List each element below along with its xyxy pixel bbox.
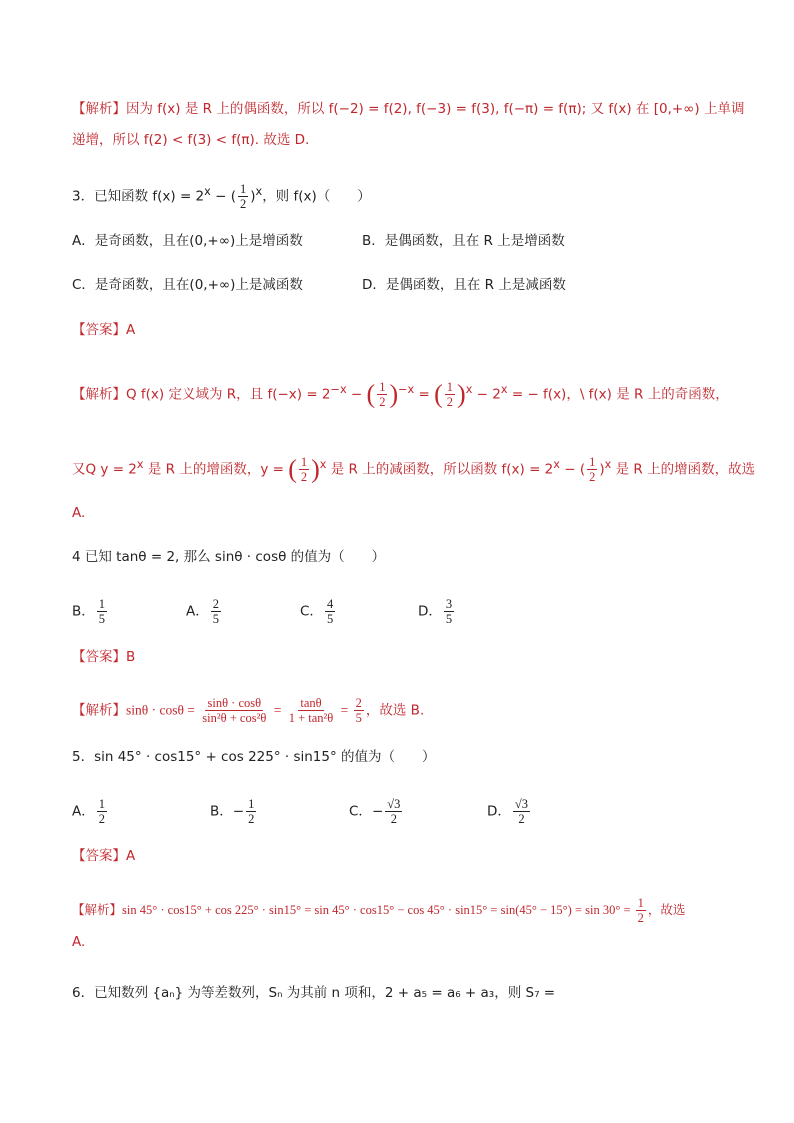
q3-analysis-line2: 又Q $y = 2^x$ 是 R 上的增函数，y = ( $\frac{1}{2}$ )$^x$ 是 R 上的减函数，所以函数 $f(x) = 2^x$ − ( $\frac{1}{2}$ )$^x$ 是 R 上的增函数，故选 bbox=[72, 454, 756, 484]
fraction: $\frac{1}{2}$ bbox=[98, 797, 105, 826]
q5-stem: 5．sin 45° · cos15° + cos 225° · sin15° 的值为（ ） bbox=[72, 749, 436, 765]
fraction: $\frac{1}{2}$ bbox=[300, 455, 308, 484]
fraction: $\frac{1}{2}$ bbox=[248, 797, 255, 826]
q4-choice-1[interactable]: B． $\frac{1}{5}$ bbox=[72, 597, 106, 626]
q3-answer: 【答案】A bbox=[72, 322, 136, 338]
q6-stem: 6．已知数列 {aₙ} 为等差数列，Sₙ 为其前 n 项和，2 + a₅ = a₆ + a₃，则 S₇ = bbox=[72, 985, 556, 1001]
q3-choice-d[interactable]: D．是偶函数，且在 R 上是减函数 bbox=[362, 277, 566, 293]
q3-choice-c[interactable]: C．是奇函数，且在(0,+∞)上是减函数 bbox=[72, 277, 303, 293]
q5-choice-b[interactable]: B．− $\frac{1}{2}$ bbox=[210, 797, 255, 826]
fraction: $\frac{1}{2}$ bbox=[379, 380, 386, 409]
q4-choice-4[interactable]: D． $\frac{3}{5}$ bbox=[418, 597, 453, 626]
fraction: $\frac{2}{5}$ bbox=[212, 597, 219, 626]
fraction: $\frac{\tan\theta}{\text{1 + tan²θ}}$ bbox=[288, 696, 334, 725]
fraction: $\frac{\sin\theta \cdot \cos\theta}{\text{sin²θ + cos²θ}}$ bbox=[202, 696, 267, 725]
q3-analysis-line1: 【解析】Q f(x) 定义域为 R，且 $f(-x) = 2^{-x}$ − ( $\frac{1}{2}$ )$^{-x}$ = ( $\frac{1}{2}$ )$^x - 2^x$ = − f(x)，\ f(x) 是 R 上的奇函数， bbox=[72, 379, 729, 409]
q2-analysis-line1 bbox=[72, 99, 744, 119]
q4-choice-3[interactable]: C． $\frac{4}{5}$ bbox=[300, 597, 334, 626]
fraction: $\frac{1}{2}$ bbox=[239, 182, 247, 211]
q5-answer: 【答案】A bbox=[72, 848, 136, 864]
q4-answer: 【答案】B bbox=[72, 649, 136, 665]
q4-stem: 4 已知 tanθ = 2, 那么 sinθ · cosθ 的值为（ ） bbox=[72, 549, 386, 565]
q5-analysis-line2: A. bbox=[72, 934, 86, 950]
q3-choice-a[interactable]: A．是奇函数，且在(0,+∞)上是增函数 bbox=[72, 233, 303, 249]
q5-choice-a[interactable]: A． $\frac{1}{2}$ bbox=[72, 797, 105, 826]
q5-choice-d[interactable]: D． $\frac{√3}{2}$ bbox=[487, 797, 529, 826]
q5-choice-c[interactable]: C．− $\frac{√3}{2}$ bbox=[349, 797, 401, 826]
q2-analysis-line2: 递增，所以 f(2) < f(3) < f(π). 故选 D. bbox=[72, 132, 310, 148]
q5-analysis-line1: 【解析】sin 45° · cos15° + cos 225° · sin15° = sin 45° · cos15° − cos 45° · sin15° = sin(45° − 15°) = sin 30° = $\frac{1}{2}$ ，故选 bbox=[72, 896, 686, 925]
fraction: $\frac{1}{5}$ bbox=[98, 597, 106, 626]
fraction: $\frac{1}{2}$ bbox=[637, 896, 644, 925]
analysis-label: 【解析】 bbox=[72, 101, 126, 117]
q3-analysis-line3: A. bbox=[72, 505, 86, 521]
fraction: $\frac{4}{5}$ bbox=[326, 597, 334, 626]
fraction: $\frac{3}{5}$ bbox=[445, 597, 453, 626]
fraction: $\frac{√3}{2}$ bbox=[514, 797, 529, 826]
fraction: $\frac{2}{5}$ bbox=[355, 696, 362, 725]
fraction: $\frac{1}{2}$ bbox=[446, 380, 454, 409]
q3-choice-b[interactable]: B．是偶函数，且在 R 上是增函数 bbox=[362, 233, 565, 249]
fraction: $\frac{1}{2}$ bbox=[589, 455, 596, 484]
q4-choice-2[interactable]: A． $\frac{2}{5}$ bbox=[186, 597, 219, 626]
q3-stem: 3．已知函数 $f(x) = 2^x$ − ( $\frac{1}{2}$ )$^x$，则 f(x)（ ） bbox=[72, 182, 371, 211]
q4-analysis: 【解析】sinθ · cosθ = $\frac{\sin\theta \cdot \cos\theta}{\text{sin²θ + cos²θ}}$ = $\frac{\tan\theta}{\text{1 + tan²θ}}$ = $\frac{2}{5}$ ，故选 B. bbox=[72, 696, 425, 725]
analysis-text: 因为 f(x) 是 R 上的偶函数，所以 f(−2) = f(2), f(−3) = f(3), f(−π) = f(π); 又 f(x) 在 [0,+∞) 上单调 bbox=[126, 101, 745, 117]
fraction: $\frac{√3}{2}$ bbox=[387, 797, 401, 826]
